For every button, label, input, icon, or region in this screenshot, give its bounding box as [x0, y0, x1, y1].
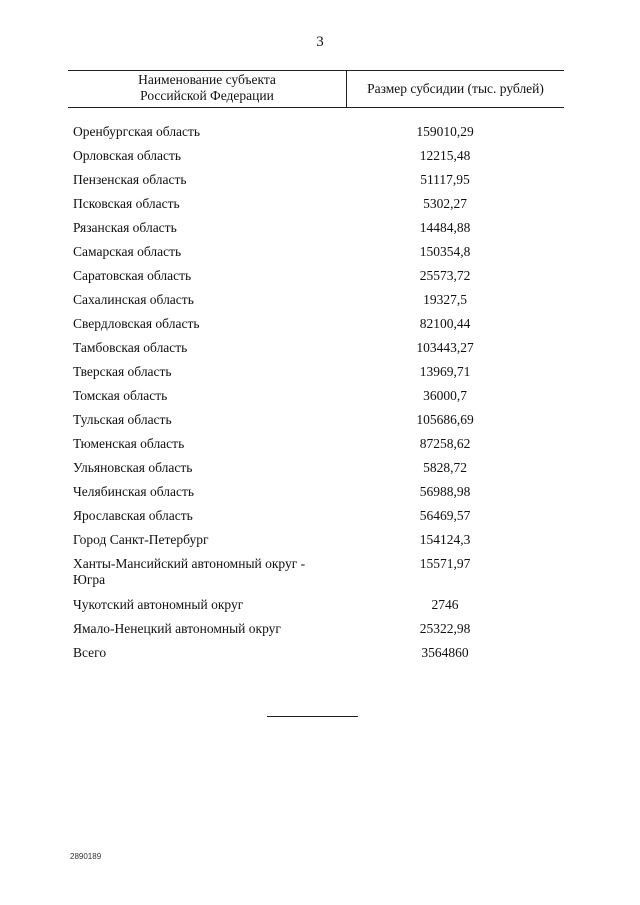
- subsidy-amount: 56988,98: [419, 484, 471, 499]
- subject-name: Пензенская область: [73, 172, 187, 187]
- end-rule: [267, 716, 358, 717]
- table-header: [68, 70, 564, 108]
- subsidy-amount: 5828,72: [423, 460, 467, 475]
- subsidy-amount: 14484,88: [419, 220, 471, 235]
- subsidy-amount: 36000,7: [423, 388, 467, 403]
- table-row: [0, 460, 640, 484]
- subject-name: Свердловская область: [73, 316, 200, 331]
- document-code: 2890189: [70, 852, 102, 861]
- subject-name: Орловская область: [73, 148, 182, 163]
- subsidy-amount: 3564860: [421, 645, 469, 660]
- table-row: [0, 364, 640, 388]
- table-row: [0, 532, 640, 556]
- subject-name: Челябинская область: [73, 484, 195, 499]
- subject-name: Тверская область: [73, 364, 172, 379]
- subject-name: Тамбовская область: [73, 340, 188, 355]
- column-header-subject: [68, 72, 346, 104]
- subject-name: Город Санкт-Петербург: [73, 532, 209, 547]
- table-row: [0, 556, 640, 597]
- table-row: [0, 436, 640, 460]
- subject-name: Сахалинская область: [73, 292, 194, 307]
- subsidy-amount: 25573,72: [419, 268, 471, 283]
- subject-name: Всего: [73, 645, 107, 660]
- subsidy-amount: 82100,44: [419, 316, 471, 331]
- subsidy-amount: 25322,98: [419, 621, 471, 636]
- column-header-subject-line1: Наименование субъекта: [138, 72, 276, 87]
- subject-name: Псковская область: [73, 196, 180, 211]
- table-row: [0, 388, 640, 412]
- subsidy-amount: 105686,69: [416, 412, 474, 427]
- subsidy-amount: 87258,62: [419, 436, 471, 451]
- subsidy-amount: 15571,97: [419, 556, 471, 571]
- subsidy-amount: 12215,48: [419, 148, 471, 163]
- table-row: [0, 148, 640, 172]
- subject-name: Самарская область: [73, 244, 182, 259]
- subject-name: Чукотский автономный округ: [73, 597, 244, 612]
- subject-name: Саратовская область: [73, 268, 192, 283]
- subsidy-amount: 56469,57: [419, 508, 471, 523]
- table-row: [0, 172, 640, 196]
- table-row: [0, 292, 640, 316]
- subject-name: Ханты-Мансийский автономный округ - Югра: [73, 556, 306, 587]
- subject-name: Тульская область: [73, 412, 172, 427]
- table-row: [0, 412, 640, 436]
- column-header-subject-line2: Российской Федерации: [140, 88, 274, 103]
- subject-name: Оренбургская область: [73, 124, 201, 139]
- subject-name: Томская область: [73, 388, 168, 403]
- table-row: [0, 340, 640, 364]
- subject-name: Ямало-Ненецкий автономный округ: [73, 621, 281, 636]
- table-row: [0, 508, 640, 532]
- subject-name: Ульяновская область: [73, 460, 193, 475]
- subsidy-amount: 51117,95: [420, 172, 470, 187]
- subsidy-amount: 150354,8: [419, 244, 471, 259]
- table-row: [0, 316, 640, 340]
- subsidy-amount: 2746: [431, 597, 459, 612]
- subject-name: Рязанская область: [73, 220, 177, 235]
- subject-name: Ярославская область: [73, 508, 193, 523]
- table-row: [0, 621, 640, 645]
- table-row: [0, 196, 640, 220]
- table-row: [0, 220, 640, 244]
- subsidy-amount: 19327,5: [423, 292, 467, 307]
- table-row: [0, 645, 640, 669]
- table-row: [0, 597, 640, 621]
- table-body: [0, 124, 640, 669]
- table-row: [0, 244, 640, 268]
- table-row: [0, 124, 640, 148]
- subsidy-amount: 13969,71: [419, 364, 471, 379]
- subject-name: Тюменская область: [73, 436, 185, 451]
- column-header-amount: Размер субсидии (тыс. рублей): [367, 81, 544, 96]
- table-row: [0, 484, 640, 508]
- subsidy-amount: 159010,29: [416, 124, 474, 139]
- subsidy-amount: 103443,27: [416, 340, 474, 355]
- subsidy-amount: 154124,3: [419, 532, 471, 547]
- page-number: 3: [316, 34, 324, 50]
- subsidy-amount: 5302,27: [423, 196, 467, 211]
- table-row: [0, 268, 640, 292]
